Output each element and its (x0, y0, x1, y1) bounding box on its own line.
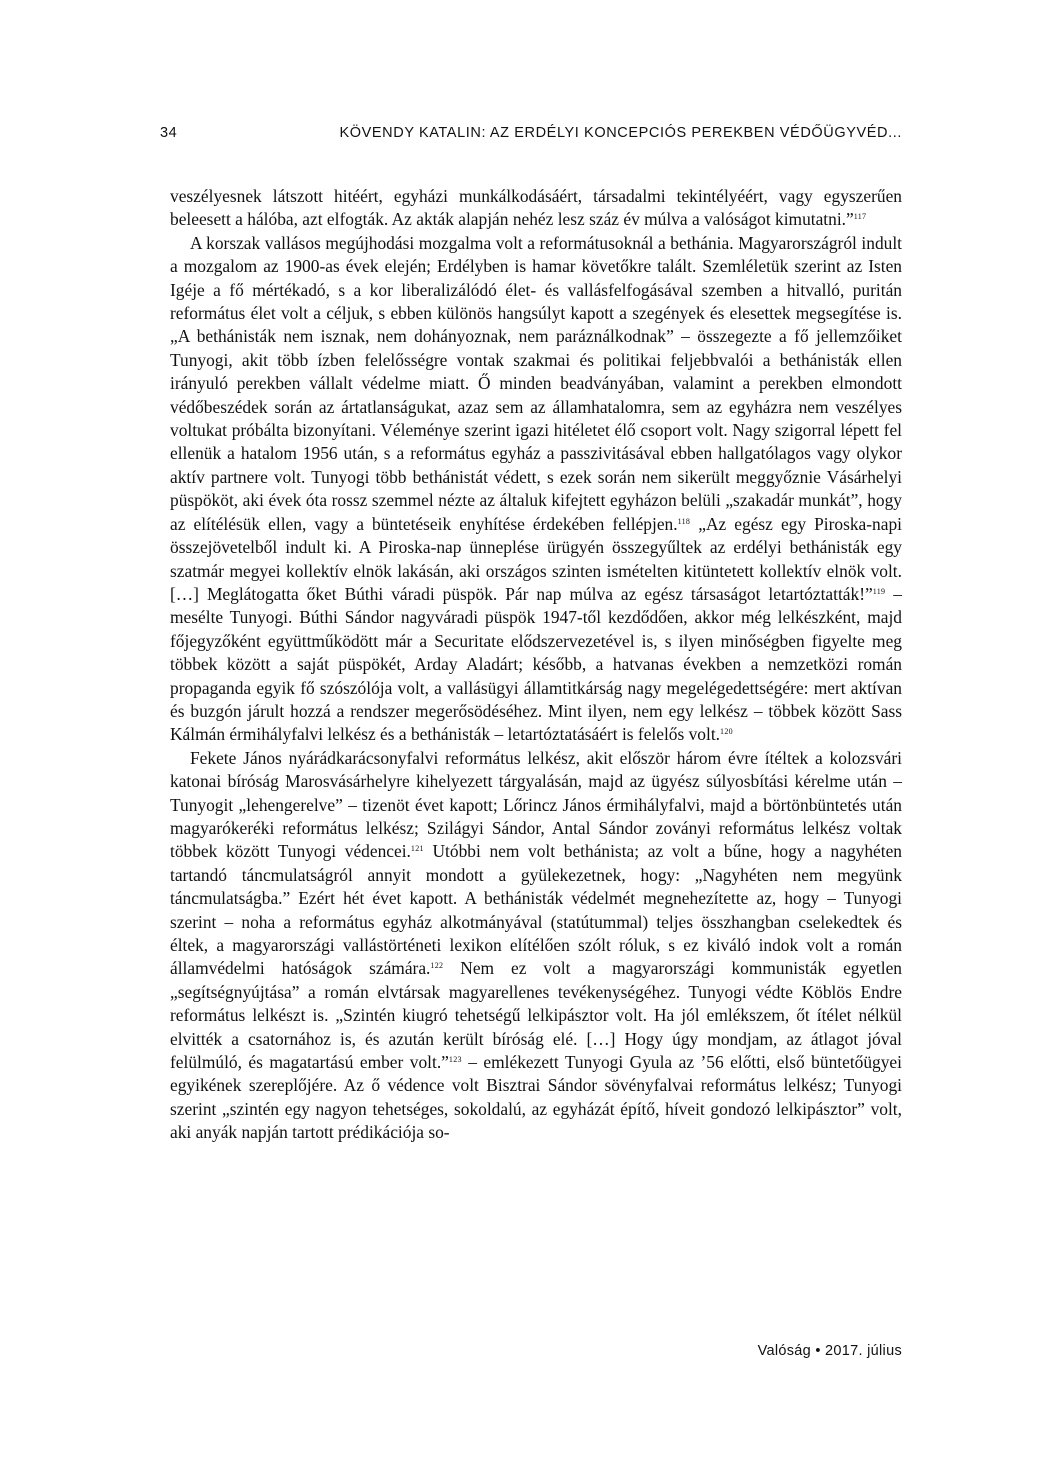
footnote-reference: 121 (410, 844, 424, 854)
footnote-reference: 117 (853, 212, 867, 222)
footnote-reference: 122 (430, 961, 444, 971)
paragraph-text: A korszak vallásos megújhodási mozgalma volt a reformátusoknál a bethánia. Magyarországról indult a mozgalom az 1900-as évek elején; Erdélyben is hamar követőkre talált. Szemléletük szerint az Isten Igéje a fő mértékadó, s a kor liberalizálódó élet- és vallásfelfogásával szemben a hitvalló, puritán református élet volt a céljuk, s ebben különös hangsúlyt kapott a szegények és elesettek megsegítése is. „A bethánisták nem isznak, nem dohányoznak, nem paráználkodnak” – összegezte a fő jellemzőiket Tunyogi, akit több ízben felelősségre vontak szakmai és politikai feljebbvalói a bethánisták ellen irányuló perekben vállalt védelme miatt. Ő minden beadványában, valamint a perekben elmondott védőbeszédek során az ártatlanságukat, azaz sem az államhatalomra, sem az egyházra nem veszélyes voltukat próbálta bizonyítani. Véleménye szerint igazi hitéletet élő csoport volt. Nagy szigorral lépett fel ellenük a hatalom 1956 után, s a református egyház a passzivitásával ebben hallgatólagos vagy olykor aktív partnere volt. Tunyogi több bethánistát védett, s ezek során nem sikerült meggyőznie Vásárhelyi püspököt, aki évek óta rossz szemmel nézte az általuk kifejtett egyházon belüli „szakadár munkát”, hogy az elítélésük ellen, vagy a büntetéseik enyhítése érdekében fellépjen. (170, 232, 902, 534)
paragraph-text: Nem ez volt a magyarországi kommunisták egyetlen „segítségnyújtása” a román elvtársak magyarellenes tevékenységéhez. Tunyogi védte Köblös Endre református lelkészt is. „Szintén kiugró tehetségű lelkipásztor volt. Ha jól emlékszem, őt ítélet nélkül elvitték a csatornához is, és azután került bíróság elé. […] Hogy úgy mondjam, az átlagot jóval felülmúló, és magatartású ember volt.” (170, 958, 902, 1073)
footnote-reference: 123 (448, 1055, 462, 1065)
paragraph (170, 185, 902, 232)
paragraph (170, 232, 902, 747)
footnote-reference: 119 (872, 586, 886, 596)
paragraph (170, 747, 902, 1145)
footnote-reference: 120 (720, 727, 733, 737)
footnote-reference: 118 (677, 516, 691, 526)
article-body (170, 185, 902, 1145)
running-head: KÖVENDY KATALIN: AZ ERDÉLYI KONCEPCIÓS PEREKBEN VÉDŐÜGYVÉD... (339, 125, 902, 141)
paragraph-text: – emlékezett Tunyogi Gyula az ’56 előtti, első büntetőügyei egyikének szereplőjére. Az ő védence volt Bisztrai Sándor sövényfalvai református lelkész; Tunyogi szerint „szintén egy nagyon tehetséges, sokoldalú, az egyházát építő, híveit gondozó lelkipásztor” volt, aki anyák napján tartott prédikációja so- (170, 1052, 902, 1143)
paragraph-text: – mesélte Tunyogi. Búthi Sándor nagyváradi püspök 1947-től kezdődően, akkor még lelkészként, majd főjegyzőként együttműködött már a Securitate elődszervezetével is, s ilyen minőségben figyelte meg többek között a saját püspökét, Arday Aladárt; később, a hatvanas években a nemzetközi román propaganda egyik fő szószólója volt, a vallásügyi államtitkárság nagy megelégedettségére: mert aktívan és buzgón járult hozzá a rendszer megerősödéséhez. Mint ilyen, nem egy lelkész – többek között Sass Kálmán érmihályfalvi lelkész és a bethánisták – letartóztatásáért is felelős volt. (170, 583, 902, 745)
page-footer: Valóság • 2017. július (757, 1343, 902, 1359)
paragraph-text: „Az egész egy Piroska-napi összejövetelből indult ki. A Piroska-nap ünneplése ürügyén összegyűltek az erdélyi bethánisták egy szatmár megyei kollektív elnök lakásán, aki országos szinten ismételten kitüntetett kollektív elnök volt. […] Meglátogatta őket Búthi váradi püspök. Pár nap múlva az egész társaságot letartóztatták!” (170, 513, 902, 604)
page-header (160, 125, 902, 145)
paragraph-text: Fekete János nyárádkarácsonyfalvi református lelkész, akit először három évre ítéltek a kolozsvári katonai bíróság Marosvásárhelyre kihelyezett tárgyalásán, majd az ügyész súlyosbítási kérelme után – Tunyogit „lehengerelve” – tizenöt évet kapott; Lőrincz János érmihályfalvi, majd a börtönbüntetés után magyarókeréki református lelkész; Szilágyi Sándor, Antal Sándor zoványi református lelkész voltak többek között Tunyogi védencei. (170, 747, 902, 862)
paragraph-text: Utóbbi nem volt bethánista; az volt a bűne, hogy a nagyhéten tartandó táncmulatságról annyit mondott a gyülekezetnek, hogy: „Nagyhéten nem megyünk táncmulatságba.” Ezért hét évet kapott. A bethánisták védelmét megnehezítette az, hogy – Tunyogi szerint – noha a református egyház alkotmányával (statútummal) teljes összhangban cselekedtek és éltek, a magyarországi vallástörténeti lexikon elítélően szólt róluk, s ez kiváló indok volt a román államvédelmi hatóságok számára. (170, 841, 902, 979)
page-number: 34 (160, 125, 178, 141)
paragraph-text: veszélyesnek látszott hitéért, egyházi munkálkodásáért, társadalmi tekintélyéért, vagy egyszerűen beleesett a hálóba, azt elfogták. Az akták alapján nehéz lesz száz év múlva a valóságot kimutatni.” (170, 186, 902, 230)
